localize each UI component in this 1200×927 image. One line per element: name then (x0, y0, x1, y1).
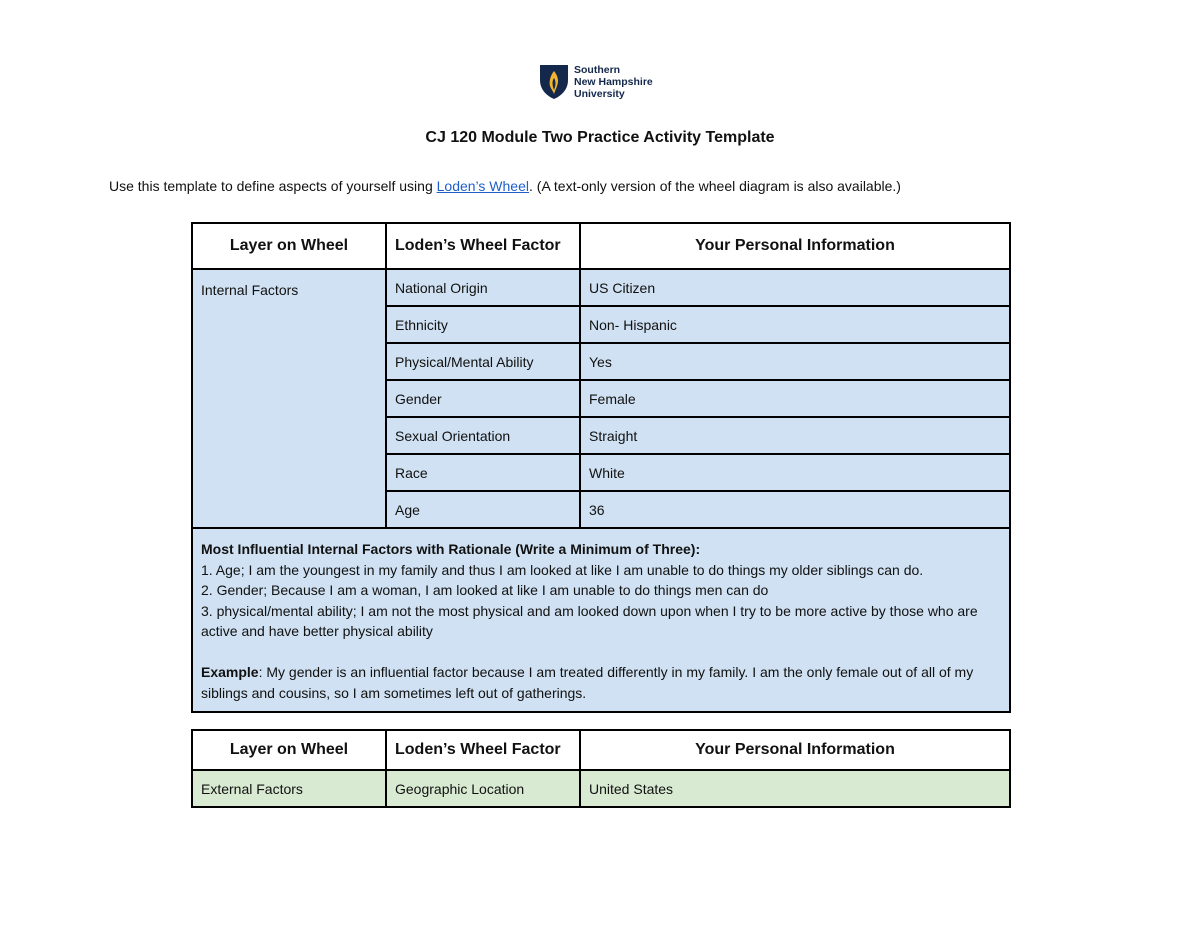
page-title: CJ 120 Module Two Practice Activity Template (425, 129, 775, 146)
factor-cell: Age (386, 491, 580, 528)
table-header-row (192, 223, 1010, 269)
header-factor: Loden’s Wheel Factor (386, 730, 580, 770)
intro-text (109, 178, 901, 194)
factor-cell: National Origin (386, 269, 580, 306)
logo-line: Southern (574, 64, 621, 76)
internal-factors-table (191, 222, 1011, 713)
factor-cell: Ethnicity (386, 306, 580, 343)
factor-cell: Sexual Orientation (386, 417, 580, 454)
info-cell[interactable]: United States (580, 770, 1010, 807)
rationale-line: 1. Age; I am the youngest in my family and thus I am looked at like I am unable to do things my older siblings can do. (201, 561, 924, 578)
intro-after: . (A text-only version of the wheel diagram is also available.) (529, 178, 901, 194)
factor-cell: Geographic Location (386, 770, 580, 807)
header-info: Your Personal Information (580, 730, 1010, 770)
logo-line: New Hampshire (574, 76, 653, 88)
info-cell[interactable]: 36 (580, 491, 1010, 528)
logo-wordmark (574, 64, 653, 100)
info-cell[interactable]: Yes (580, 343, 1010, 380)
spacer (201, 642, 1001, 663)
layer-cell: External Factors (192, 770, 386, 807)
header-layer: Layer on Wheel (192, 223, 386, 269)
example-paragraph (201, 662, 1001, 703)
table-row (192, 269, 1010, 306)
factor-cell: Gender (386, 380, 580, 417)
intro-before: Use this template to define aspects of yourself using (109, 178, 437, 194)
header-factor: Loden’s Wheel Factor (386, 223, 580, 269)
rationale-line: 2. Gender; Because I am a woman, I am looked at like I am unable to do things men can do (201, 582, 769, 598)
external-factors-table (191, 729, 1011, 808)
rationale-line: 3. physical/mental ability; I am not the most physical and am looked down upon when I try to be more active by those who are active and have better physical ability (201, 602, 978, 639)
header-info: Your Personal Information (580, 223, 1010, 269)
layer-cell: Internal Factors (192, 269, 386, 528)
university-logo (539, 64, 653, 100)
table-header-row (192, 730, 1010, 770)
logo-line: University (574, 88, 625, 100)
example-label: Example (201, 664, 259, 680)
factor-cell: Race (386, 454, 580, 491)
rationale-heading: Most Influential Internal Factors with Rationale (Write a Minimum of Three): (201, 541, 701, 557)
table-row (192, 770, 1010, 807)
rationale-row (192, 528, 1010, 712)
info-cell[interactable]: White (580, 454, 1010, 491)
info-cell[interactable]: Straight (580, 417, 1010, 454)
lodens-wheel-link[interactable]: Loden’s Wheel (436, 178, 529, 194)
info-cell[interactable]: Non- Hispanic (580, 306, 1010, 343)
header-layer: Layer on Wheel (192, 730, 386, 770)
info-cell[interactable]: US Citizen (580, 269, 1010, 306)
rationale-cell[interactable] (192, 528, 1010, 712)
shield-icon (539, 64, 569, 100)
factor-cell: Physical/Mental Ability (386, 343, 580, 380)
example-text: : My gender is an influential factor because I am treated differently in my family. I am the only female out of all of my siblings and cousins, so I am sometimes left out of gatherings. (201, 664, 974, 701)
info-cell[interactable]: Female (580, 380, 1010, 417)
